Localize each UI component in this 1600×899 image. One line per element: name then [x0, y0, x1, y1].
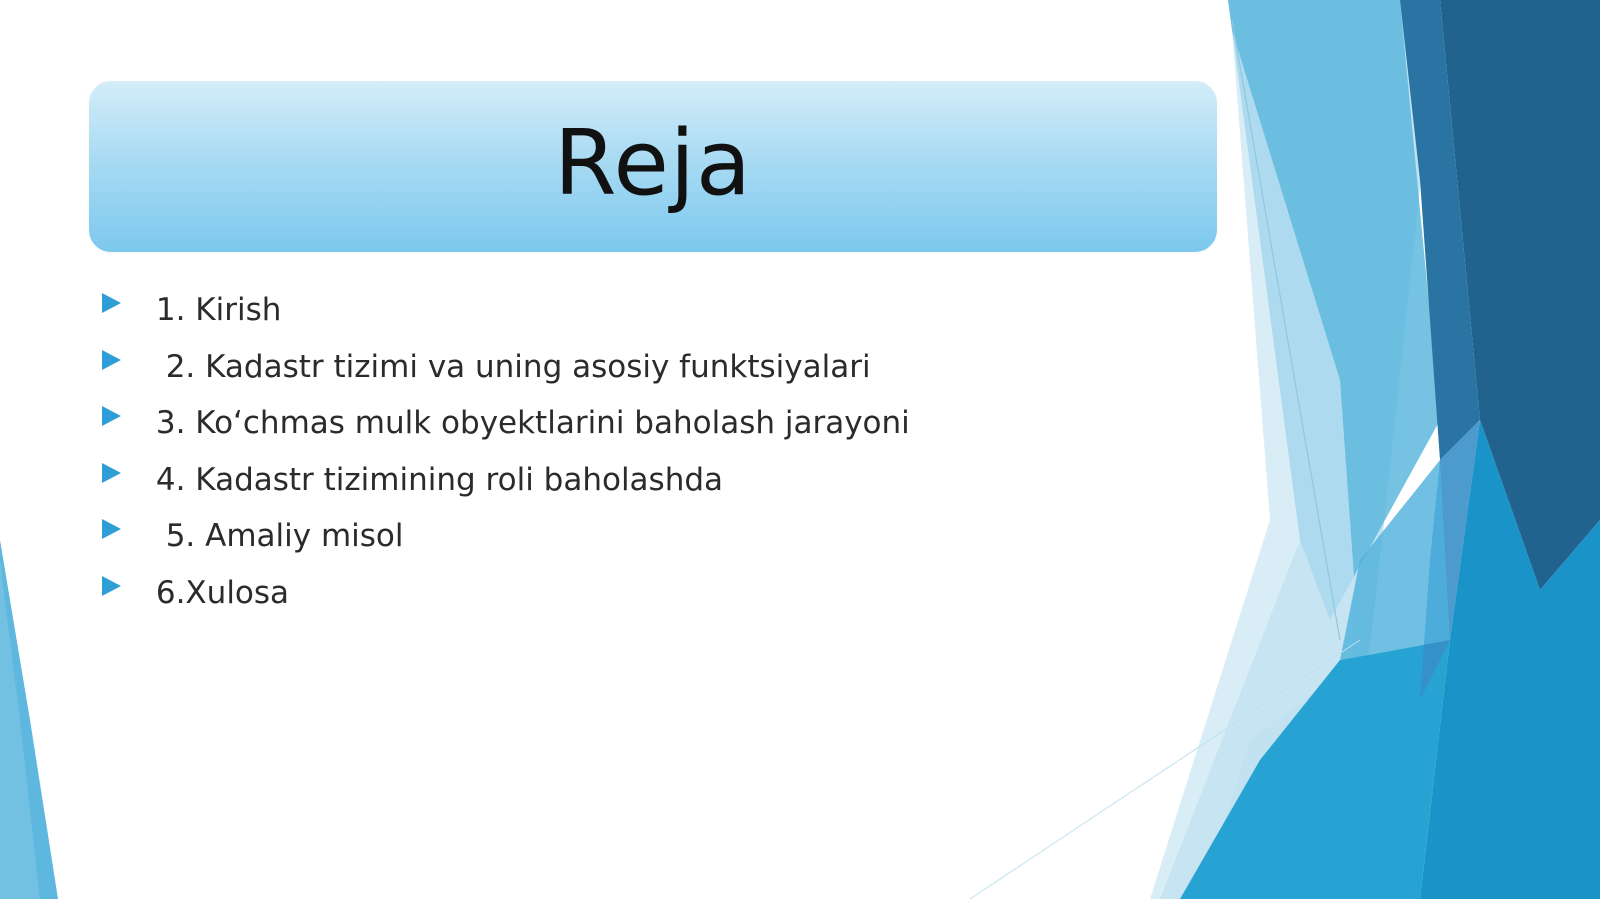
- list-item: [100, 565, 1200, 622]
- list-item-text: 2. Kadastr tizimi va uning asosiy funktsiyalari: [146, 348, 871, 385]
- list-item-text: 4. Kadastr tizimining roli baholashda: [146, 461, 724, 498]
- triangle-bullet-icon: [102, 463, 121, 483]
- list-item-text: 6.Xulosa: [146, 574, 290, 611]
- triangle-bullet-icon: [102, 350, 121, 370]
- triangle-bullet-icon: [102, 406, 121, 426]
- bg-left-facet-light: [0, 560, 40, 899]
- list-item-text: 5. Amaliy misol: [146, 518, 404, 555]
- list-item: [100, 452, 1200, 509]
- list-item: [100, 395, 1200, 452]
- list-item-text: 3. Ko‘chmas mulk obyektlarini baholash jarayoni: [146, 405, 910, 442]
- list-item: [100, 508, 1200, 565]
- triangle-bullet-icon: [102, 519, 121, 539]
- triangle-bullet-icon: [102, 293, 121, 313]
- slide-title: Reja: [553, 111, 753, 216]
- list-item: [100, 282, 1200, 339]
- list-item: [100, 339, 1200, 396]
- list-item-text: 1. Kirish: [146, 292, 282, 328]
- agenda-list: [100, 282, 1200, 622]
- triangle-bullet-icon: [102, 576, 121, 596]
